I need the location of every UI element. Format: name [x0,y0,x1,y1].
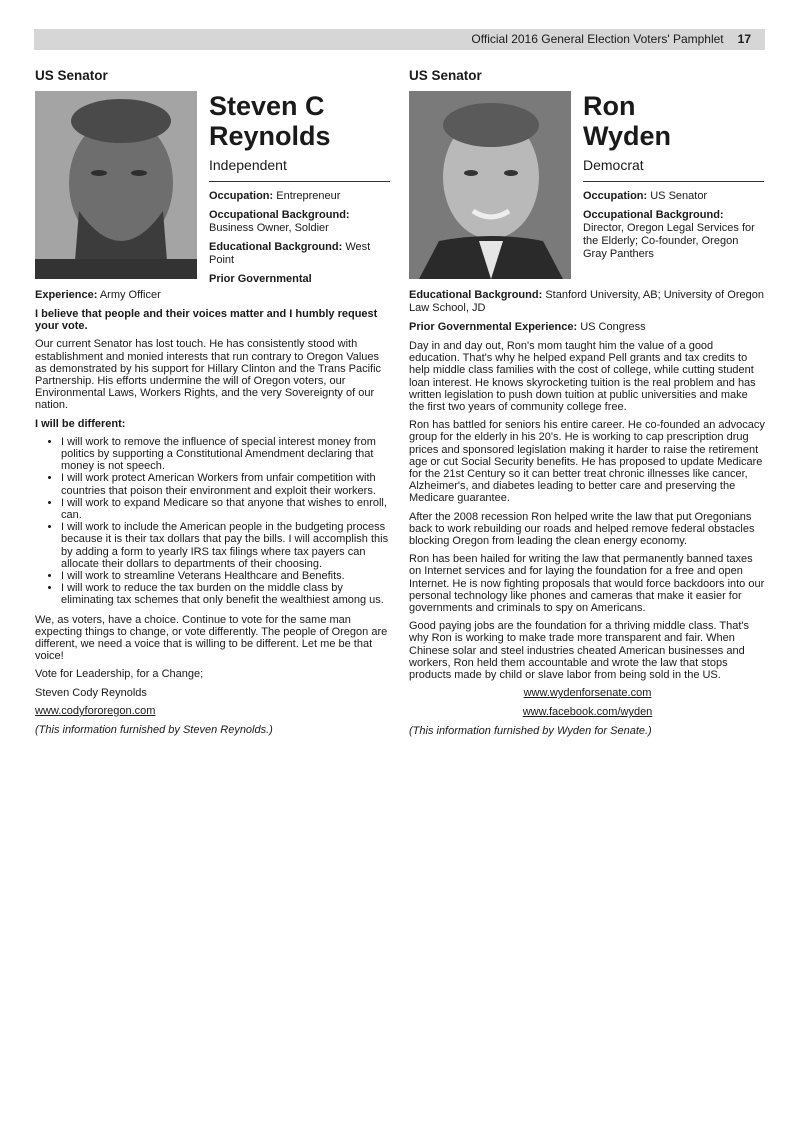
website-link[interactable]: www.codyfororegon.com [35,704,156,717]
occupation [583,190,764,203]
occupation-value: Entrepreneur [276,190,341,202]
pledge-item: • I will work to expand Medicare so that anyone that wishes to enroll, can. [61,497,392,521]
prior-governmental [409,321,766,334]
pledge-item: • I will work to include the American people in the budgeting process because it is their tax dollars that pay the bills. I will accomplish this by adding a form to yearly IRS tax filings where tax payers can allocate their dollars to departments of their choosing. [61,521,392,570]
occupation-value: US Senator [650,190,708,202]
candidate-photo-reynolds [35,91,197,279]
name-line-1: Ron [583,91,636,121]
edu-label: Educational Background: [409,289,543,301]
party-affiliation: Democrat [583,157,764,182]
office-heading: US Senator [409,68,482,83]
candidate-statement-wyden [409,68,766,737]
vote-line: Vote for Leadership, for a Change; [35,668,204,681]
prior-label: Prior Governmental [209,273,312,285]
page-number: 17 [737,32,751,46]
statement-paragraph: We, as voters, have a choice. Continue to vote for the same man expecting things to change, or vote differently. The people of Oregon are different, we need a voice that is willing to be different. Let me be that voice! [35,613,388,663]
occupational-background [583,209,764,261]
signature: Steven Cody Reynolds [35,686,147,699]
statement-paragraph: Good paying jobs are the foundation for a thriving middle class. That's why Ron is working to make trade more transparent and fair. When Chinese solar and steel industries cheated American businesses and workers, Ron held them accountable and wrote the law that stops products made by child or slave labor from being sold in the US. [409,620,750,682]
party-affiliation: Independent [209,157,390,182]
occ-bg-value: Business Owner, Soldier [209,222,329,234]
experience-label: Experience: [35,289,98,301]
occupation [209,190,390,203]
name-line-2: Wyden [583,121,672,151]
different-heading: I will be different: [35,417,126,430]
pledge-item: • I will work to remove the influence of special interest money from politics by supporting a Constitutional Amendment declaring that money is not speech. [61,436,392,473]
occ-bg-value: Director, Oregon Legal Services for the Elderly; Co-founder, Oregon Gray Panthers [583,222,755,260]
furnished-note: (This information furnished by Steven Reynolds.) [35,723,273,736]
lead-statement: I believe that people and their voices matter and I humbly request your vote. [35,308,378,333]
occ-bg-label: Occupational Background: [583,209,724,221]
pledge-list [35,436,392,607]
prior-governmental [209,273,390,286]
facebook-link[interactable]: www.facebook.com/wyden [522,706,653,719]
statement-paragraph: Our current Senator has lost touch. He has consistently stood with establishment and monied interests that run contrary to Oregon Values as demonstrated by his support for Hillary Clinton and the Trans Pacific Partnership. His efforts undermine the will of Oregon voters, our Environmental Laws, Workers Rights, and the very Sovereignty of our nation. [35,338,382,412]
edu-label: Educational Background: [209,241,343,253]
page-header-bar [34,29,765,50]
pamphlet-title: Official 2016 General Election Voters' Pamphlet [471,32,724,46]
name-line-1: Steven C [209,91,325,121]
name-line-2: Reynolds [209,121,331,151]
page-header [471,32,751,46]
statement-paragraph: Day in and day out, Ron's mom taught him the value of a good education. That's why he helped expand Pell grants and tax credits to help middle class families with the cost of college, while cutting student loan interest. He knows skyrocketing tuition is the real problem and has written legislation to push down tuition at public universities and make the first two years of community college free. [409,340,756,414]
statement-paragraph: Ron has been hailed for writing the law that permanently banned taxes on Internet services and for laying the foundation for a free and open Internet. He is now fighting proposals that would force backdoors into our personal technology like phones and cameras that make it easier for governments and criminals to spy on Americans. [409,553,765,615]
educational-background [409,289,766,315]
occupational-background [209,209,390,235]
candidate-photo-wyden [409,91,571,279]
prior-label: Prior Governmental Experience: [409,321,578,333]
experience-value: Army Officer [99,289,161,301]
statement-paragraph: Ron has battled for seniors his entire career. He co-founded an advocacy group for the elderly in his 20's. He is working to cap prescription drug prices and sponsored legislation making it harder to raise the retirement age or cut Social Security benefits. He has proposed to update Medicare for the 21st Century so it can better treat chronic illnesses like cancer, Alzheimer's, and diabetes leading to better care and preserving the Medicare guarantee. [409,419,765,505]
pledge-item: • I will work protect American Workers from unfair competition with countries that poison their environment and exploit their workers. [61,472,392,496]
edu-value: West Point [209,241,371,266]
office-heading: US Senator [35,68,108,83]
occ-bg-label: Occupational Background: [209,209,350,221]
candidate-statement-reynolds [35,68,392,736]
candidate-name [209,91,390,151]
furnished-note: (This information furnished by Wyden for Senate.) [409,725,652,738]
occupation-label: Occupation: [583,190,648,202]
pledge-item: • I will work to streamline Veterans Healthcare and Benefits. [61,570,392,582]
educational-background [209,241,390,267]
candidate-name [583,91,764,151]
prior-value: US Congress [580,321,646,333]
website-link[interactable]: www.wydenforsenate.com [523,687,652,700]
statement-paragraph: After the 2008 recession Ron helped write the law that put Oregonians back to work rebuilding our roads and helped remove federal obstacles blocking Oregon from leading the clean energy economy. [409,510,755,548]
edu-value: Stanford University, AB; University of Oregon Law School, JD [409,289,764,314]
occupation-label: Occupation: [209,190,274,202]
pledge-item: • I will work to reduce the tax burden on the middle class by eliminating tax schemes that only benefit the wealthiest among us. [61,582,392,606]
